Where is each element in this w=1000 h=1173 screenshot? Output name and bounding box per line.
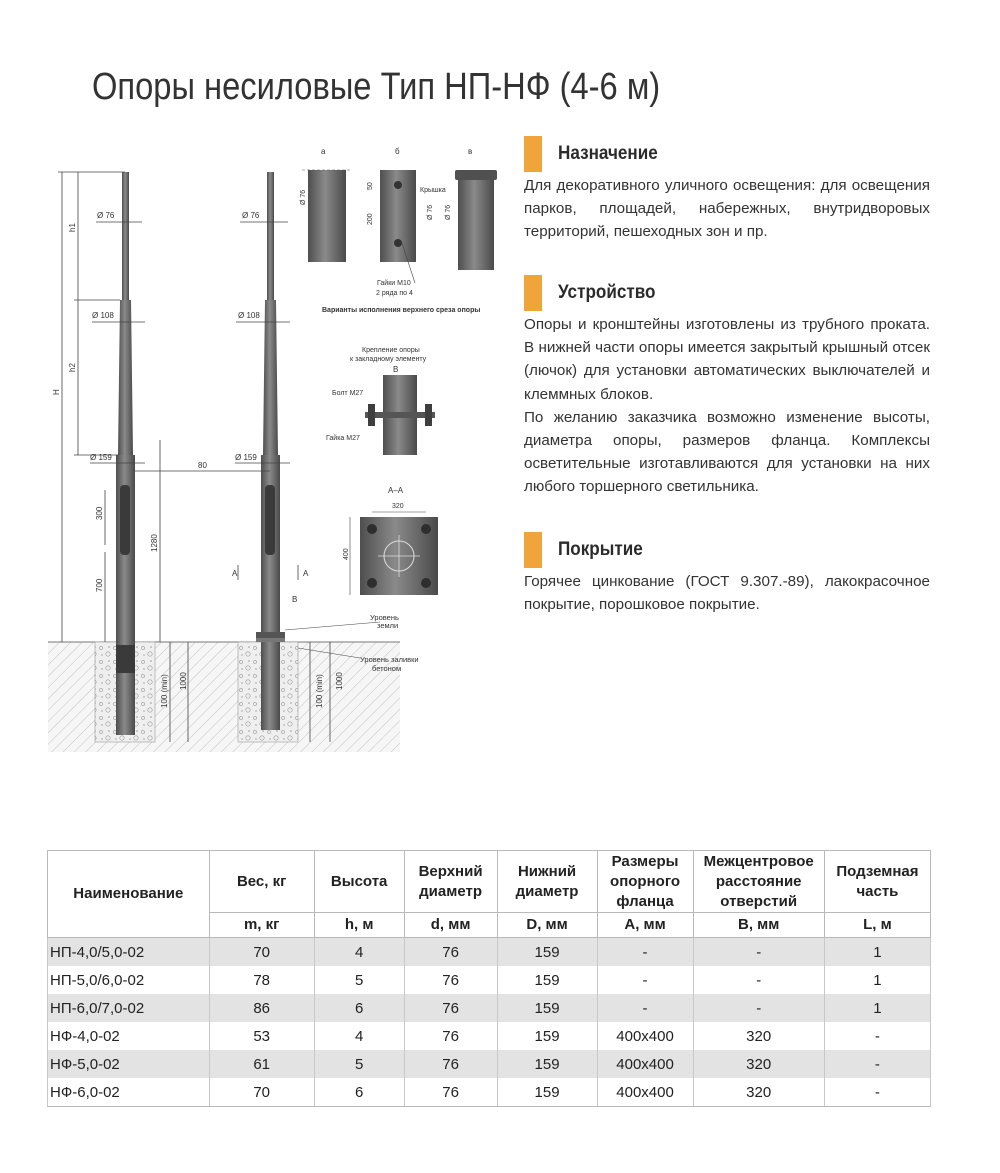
section-construction [524, 275, 930, 499]
specification-table [47, 850, 931, 1107]
label-variant-a: а [321, 147, 326, 156]
table-cell: - [824, 1050, 930, 1078]
label-d159-right: Ø 159 [235, 453, 257, 462]
table-cell: - [693, 994, 824, 1022]
label-ground-level-2: земли [377, 621, 399, 630]
column-header-height: Высота [314, 851, 404, 913]
label-variant-v: в [468, 147, 473, 156]
section-purpose [524, 136, 930, 244]
table-row [48, 938, 931, 967]
table-cell: - [597, 938, 693, 967]
table-cell: 76 [404, 1078, 497, 1107]
flange-section [343, 486, 438, 595]
table-cell: 6 [314, 994, 404, 1022]
page-title: Опоры несиловые Тип НП-НФ (4-6 м) [92, 66, 661, 108]
table-cell: 320 [693, 1078, 824, 1107]
unit-hole-distance: B, мм [693, 913, 824, 938]
table-cell: 320 [693, 1022, 824, 1050]
label-B-callout: В [292, 595, 298, 604]
section-title-coating: Покрытие [558, 539, 643, 560]
table-cell: - [693, 966, 824, 994]
label-d108-right: Ø 108 [238, 311, 260, 320]
label-A-right: А [303, 569, 309, 578]
table-cell: 70 [209, 1078, 314, 1107]
table-cell: 5 [314, 1050, 404, 1078]
table-cell: 1 [824, 938, 930, 967]
table-cell: - [693, 938, 824, 967]
table-cell: - [597, 994, 693, 1022]
label-dim-300: 300 [95, 506, 104, 520]
label-ground-level-1: Уровень [370, 613, 399, 622]
unit-underground: L, м [824, 913, 930, 938]
caption-variants: Варианты исполнения верхнего среза опоры [322, 307, 481, 314]
paragraph: По желанию заказчика возможно изменение высоты, диаметра опоры, размеров фланца. Комплексы осветительные изготавливаются для установки на них любого торшерного светильника. [524, 408, 930, 496]
table-cell: 400x400 [597, 1078, 693, 1107]
mounting-detail [326, 347, 435, 455]
table-cell: 320 [693, 1050, 824, 1078]
paragraph: Горячее цинкование (ГОСТ 9.307.-89), лакокрасочное покрытие, порошковое покрытие. [524, 573, 930, 614]
table-cell: 76 [404, 1050, 497, 1078]
table-cell: 1 [824, 994, 930, 1022]
table-cell: НП-4,0/5,0-02 [48, 938, 210, 967]
label-A-left: А [232, 569, 238, 578]
table-cell: 5 [314, 966, 404, 994]
column-header-top-diameter: Верхний диаметр [404, 851, 497, 913]
label-variant-v-d76: Ø 76 [445, 204, 452, 220]
table-cell: НФ-4,0-02 [48, 1022, 210, 1050]
label-dim-1000-left: 1000 [179, 672, 188, 690]
label-h1: h1 [68, 223, 77, 232]
table-cell: 4 [314, 938, 404, 967]
label-section-AA: А–А [388, 486, 404, 495]
unit-top-diameter: d, мм [404, 913, 497, 938]
table-cell: 159 [497, 938, 597, 967]
caption-mounting-2: к закладному элементу [350, 356, 427, 363]
label-bolt-m27: Болт М27 [332, 390, 364, 397]
table-cell: НФ-5,0-02 [48, 1050, 210, 1078]
table-cell: 76 [404, 994, 497, 1022]
table-cell: - [597, 966, 693, 994]
label-gaiki-rows: 2 ряда по 4 [376, 290, 413, 297]
label-dim-100min-left: 100 (min) [160, 674, 169, 708]
unit-weight: m, кг [209, 913, 314, 938]
table-cell: НП-6,0/7,0-02 [48, 994, 210, 1022]
column-header-name: Наименование [48, 851, 210, 938]
label-krysha: Крышка [420, 187, 446, 194]
paragraph: Опоры и кронштейны изготовлены из трубного проката. В нижней части опоры имеется закрытый крышный отсек (лючок) для установки автоматических выключателей и клеммных блоков. [524, 316, 930, 403]
table-cell: 78 [209, 966, 314, 994]
unit-flange-size: A, мм [597, 913, 693, 938]
table-cell: 61 [209, 1050, 314, 1078]
label-h2: h2 [68, 363, 77, 372]
table-row [48, 1022, 931, 1050]
section-coating [524, 532, 930, 616]
table-cell: 159 [497, 1050, 597, 1078]
label-flange-320: 320 [392, 503, 404, 510]
table-cell: 70 [209, 938, 314, 967]
label-B: В [393, 365, 399, 374]
pole-np [116, 172, 135, 735]
unit-bottom-diameter: D, мм [497, 913, 597, 938]
label-variant-b-d76: Ø 76 [427, 204, 434, 220]
table-cell: 76 [404, 938, 497, 967]
table-cell: 159 [497, 966, 597, 994]
label-variant-a-d76: Ø 76 [300, 189, 307, 205]
table-cell: 76 [404, 1022, 497, 1050]
table-cell: 400x400 [597, 1050, 693, 1078]
caption-mounting-1: Крепление опоры [362, 347, 420, 354]
section-text-coating [524, 570, 930, 616]
table-cell: 1 [824, 966, 930, 994]
table-cell: 400x400 [597, 1022, 693, 1050]
column-header-underground: Подземная часть [824, 851, 930, 913]
table-row [48, 994, 931, 1022]
label-variant-b-200: 200 [367, 213, 374, 225]
column-header-hole-distance: Межцентровое расстояние отверстий [693, 851, 824, 913]
label-gaiki: Гайки М10 [377, 280, 411, 287]
label-gaika-m27: Гайка М27 [326, 435, 360, 442]
label-variant-b: б [395, 147, 400, 156]
top-variants [300, 147, 497, 314]
column-header-bottom-diameter: Нижний диаметр [497, 851, 597, 913]
label-dim-700: 700 [95, 578, 104, 592]
section-accent-bar [524, 532, 542, 568]
table-cell: 159 [497, 1022, 597, 1050]
paragraph: Для декоративного уличного освещения: для освещения парков, площадей, набережных, внутридворовых территорий, пешеходных зон и пр. [524, 177, 930, 241]
section-accent-bar [524, 275, 542, 311]
table-cell: 159 [497, 994, 597, 1022]
section-title-construction: Устройство [558, 282, 656, 303]
label-concrete-level-2: бетоном [372, 664, 402, 673]
section-title-purpose: Назначение [558, 143, 658, 164]
table-cell: - [824, 1022, 930, 1050]
label-flange-400: 400 [343, 548, 350, 560]
ground-section [48, 642, 400, 752]
section-accent-bar [524, 136, 542, 172]
label-d108-left: Ø 108 [92, 311, 114, 320]
label-concrete-level-1: Уровень заливки [360, 655, 419, 664]
label-dim-1280: 1280 [150, 534, 159, 552]
table-cell: 4 [314, 1022, 404, 1050]
table-cell: 159 [497, 1078, 597, 1107]
table-cell: 6 [314, 1078, 404, 1107]
section-text-purpose [524, 174, 930, 244]
label-variant-b-50: 50 [367, 182, 374, 190]
table-header-row [48, 851, 931, 913]
section-text-construction [524, 313, 930, 499]
unit-height: h, м [314, 913, 404, 938]
table-cell: 76 [404, 966, 497, 994]
table-cell: 86 [209, 994, 314, 1022]
label-H: H [52, 389, 61, 395]
label-d159-left: Ø 159 [90, 453, 112, 462]
label-dim-1000-right: 1000 [335, 672, 344, 690]
column-header-weight: Вес, кг [209, 851, 314, 913]
column-header-flange-size: Размеры опорного фланца [597, 851, 693, 913]
table-cell: - [824, 1078, 930, 1107]
table-cell: 53 [209, 1022, 314, 1050]
table-row [48, 966, 931, 994]
label-dim-100min-right: 100 (min) [315, 674, 324, 708]
table-row [48, 1078, 931, 1107]
table-cell: НП-5,0/6,0-02 [48, 966, 210, 994]
label-d76-left: Ø 76 [97, 211, 115, 220]
table-cell: НФ-6,0-02 [48, 1078, 210, 1107]
label-d76-right: Ø 76 [242, 211, 260, 220]
pole-technical-drawing [0, 130, 500, 760]
label-dim-80: 80 [198, 461, 207, 470]
table-row [48, 1050, 931, 1078]
